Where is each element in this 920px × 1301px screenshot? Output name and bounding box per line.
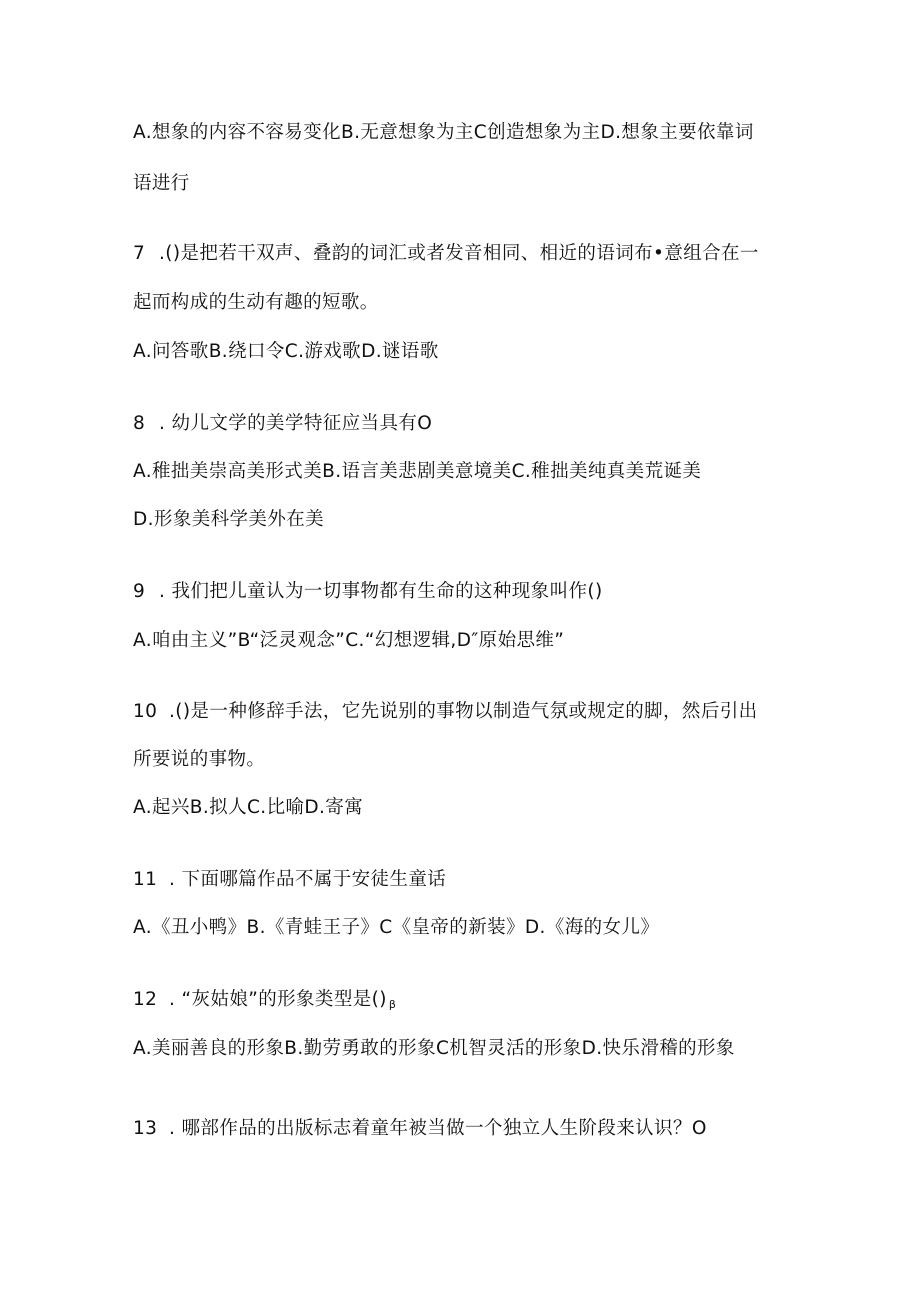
q6-options-line1: A.想象的内容不容易变化B.无意想象为主C创造想象为主D.想象主要依靠词 bbox=[133, 122, 754, 143]
question-number: 12 bbox=[133, 989, 158, 1010]
question-number: 8 bbox=[133, 413, 146, 434]
q6-options-line2: 语进行 bbox=[133, 173, 190, 194]
q11-stem: 11 . 下面哪篇作品不属于安徒生童话 bbox=[133, 867, 446, 893]
q12-options: A.美丽善良的形象B.勤劳勇敢的形象C机智灵活的形象D.快乐滑稽的形象 bbox=[133, 1038, 735, 1059]
q9-options: A.咱由主义”B“泛灵观念”C.“幻想逻辑,D″原始思维” bbox=[133, 630, 565, 651]
question-number: 10 bbox=[133, 701, 158, 722]
q9-stem: 9 . 我们把儿童认为一切事物都有生命的这种现象叫作() bbox=[133, 579, 603, 605]
q8-options-line1: A.稚拙美崇高美形式美B.语言美悲剧美意境美C.稚拙美纯真美荒诞美 bbox=[133, 461, 702, 482]
q10-stem-line1: 10 .()是一种修辞手法，它先说别的事物以制造气氛或规定的脚，然后引出 bbox=[133, 699, 758, 725]
question-number: 9 bbox=[133, 581, 146, 602]
question-number: 11 bbox=[133, 869, 158, 890]
q11-options: A.《丑小鸭》B.《青蛙王子》C《皇帝的新装》D.《海的女儿》 bbox=[133, 917, 660, 938]
q13-stem: 13 . 哪部作品的出版标志着童年被当做一个独立人生阶段来认识？O bbox=[133, 1116, 707, 1142]
question-number: 13 bbox=[133, 1118, 158, 1139]
q12-stem: 12 . “灰姑娘”的形象类型是() β bbox=[133, 989, 397, 1011]
q7-options: A.问答歌B.绕口令C.游戏歌D.谜语歌 bbox=[133, 341, 439, 362]
q7-stem-line2: 起而构成的生动有趣的短歌。 bbox=[133, 292, 379, 313]
q10-options: A.起兴B.拟人C.比喻D.寄寓 bbox=[133, 797, 364, 818]
q8-options-line2: D.形象美科学美外在美 bbox=[133, 509, 325, 530]
question-number: 7 bbox=[133, 243, 146, 264]
stray-mark: β bbox=[388, 998, 397, 1011]
q8-stem: 8 . 幼儿文学的美学特征应当具有O bbox=[133, 411, 432, 437]
q7-stem-line1: 7 .()是把若干双声、叠韵的词汇或者发音相同、相近的语词布•意组合在一 bbox=[133, 241, 759, 267]
q10-stem-line2: 所要说的事物。 bbox=[133, 749, 266, 770]
